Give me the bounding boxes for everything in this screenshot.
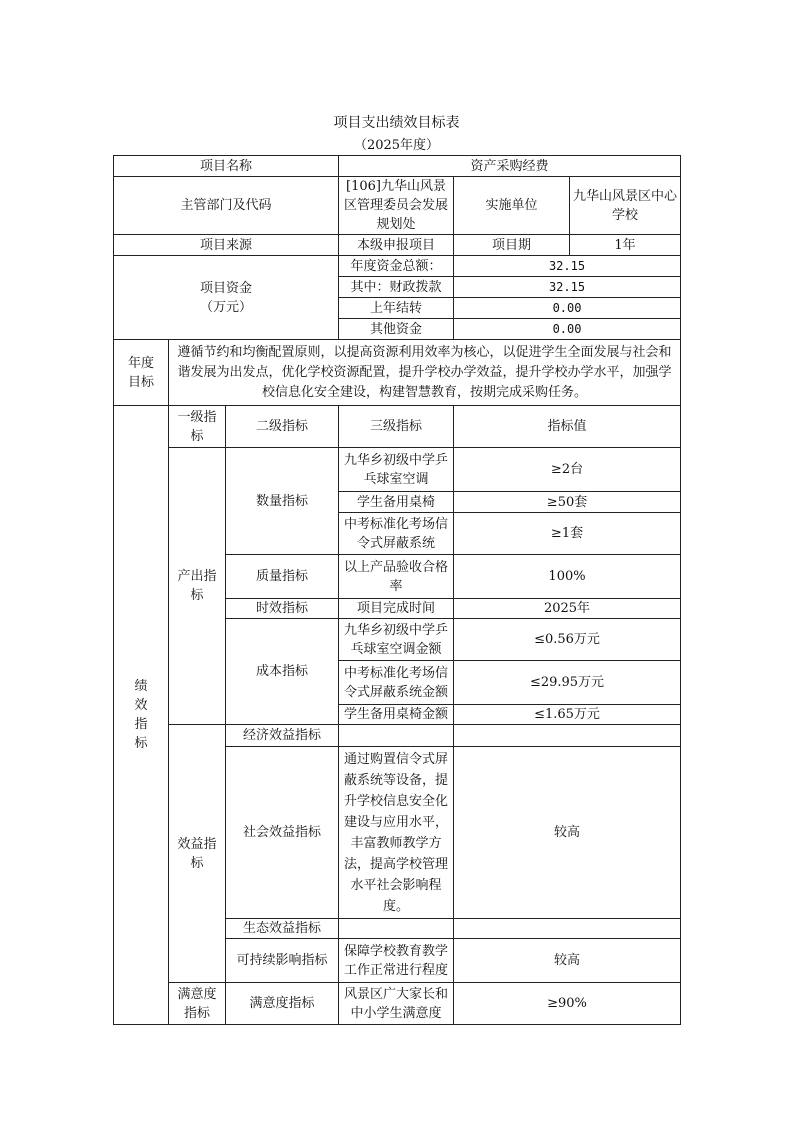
goal-label — [114, 340, 169, 406]
funds-carryover-value: 0.00 — [454, 298, 681, 319]
indicator-value: ≥1套 — [454, 513, 681, 555]
satisfaction-sub-label: 满意度指标 — [226, 983, 339, 1025]
dept-label: 主管部门及代码 — [114, 177, 339, 235]
indicator-value: 2025年 — [454, 599, 681, 619]
source-label: 项目来源 — [114, 235, 339, 256]
indicator-name: 保障学校教育教学工作正常进行程度 — [339, 939, 454, 983]
benefit-label: 效益指标 — [169, 725, 226, 983]
indicator-name — [339, 919, 454, 939]
header-value: 指标值 — [454, 406, 681, 448]
dept-value: [106]九华山风景区管理委员会发展规划处 — [339, 177, 454, 235]
section-char: 绩 — [134, 679, 148, 694]
funds-fiscal-value: 32.15 — [454, 277, 681, 298]
source-row — [114, 235, 681, 256]
indicator-value: ≤0.56万元 — [454, 619, 681, 661]
indicator-value — [454, 919, 681, 939]
indicator-name: 中考标准化考场信令式屏蔽系统 — [339, 513, 454, 555]
period-value: 1年 — [570, 235, 681, 256]
performance-table — [113, 155, 681, 1025]
quantity-label: 数量指标 — [226, 448, 339, 555]
indicator-value: 100% — [454, 555, 681, 599]
section-char: 指 — [134, 717, 148, 732]
funds-total-value: 32.15 — [454, 256, 681, 277]
dept-row — [114, 177, 681, 235]
funds-row — [114, 256, 681, 277]
project-name-row — [114, 156, 681, 177]
indicator-name: 学生备用桌椅 — [339, 492, 454, 513]
indicator-value: ≥2台 — [454, 448, 681, 492]
header-level3: 三级指标 — [339, 406, 454, 448]
indicator-name — [339, 725, 454, 747]
goal-text: 遵循节约和均衡配置原则，以提高资源利用效率为核心，以促进学生全面发展与社会和谐发展为出发点，优化学校资源配置，提升学校办学效益，提升学校办学水平，加强学校信息化安全建设，构建智慧教育，按期完成采购任务。 — [169, 340, 681, 406]
funds-carryover-label: 上年结转 — [339, 298, 454, 319]
indicator-value — [454, 725, 681, 747]
indicator-value: ≤29.95万元 — [454, 661, 681, 705]
indicator-value: 较高 — [454, 747, 681, 919]
quality-label: 质量指标 — [226, 555, 339, 599]
indicator-row — [114, 983, 681, 1025]
header-level2: 二级指标 — [226, 406, 339, 448]
section-char: 标 — [134, 736, 148, 751]
project-name-label: 项目名称 — [114, 156, 339, 177]
sustain-label: 可持续影响指标 — [226, 939, 339, 983]
document-title: 项目支出绩效目标表 — [333, 115, 460, 131]
indicator-name: 项目完成时间 — [339, 599, 454, 619]
indicator-name: 通过购置信令式屏蔽系统等设备，提升学校信息安全化建设与应用水平，丰富教师教学方法，提高学校管理水平社会影响程度。 — [339, 747, 454, 919]
indicator-section-label — [114, 406, 169, 1025]
indicator-row — [114, 448, 681, 492]
funds-label — [114, 256, 339, 340]
funds-fiscal-label: 其中：财政拨款 — [339, 277, 454, 298]
ecological-label: 生态效益指标 — [226, 919, 339, 939]
project-name-value: 资产采购经费 — [339, 156, 681, 177]
timeliness-label: 时效指标 — [226, 599, 339, 619]
indicator-value: ≥90% — [454, 983, 681, 1025]
indicator-name: 风景区广大家长和中小学生满意度 — [339, 983, 454, 1025]
indicator-value: ≥50套 — [454, 492, 681, 513]
indicator-name: 学生备用桌椅金额 — [339, 705, 454, 725]
indicator-header-row — [114, 406, 681, 448]
funds-total-label: 年度资金总额： — [339, 256, 454, 277]
indicator-name: 以上产品验收合格率 — [339, 555, 454, 599]
unit-label: 实施单位 — [454, 177, 570, 235]
indicator-value: ≤1.65万元 — [454, 705, 681, 725]
header-level1: 一级指标 — [169, 406, 226, 448]
indicator-value: 较高 — [454, 939, 681, 983]
source-value: 本级申报项目 — [339, 235, 454, 256]
unit-value: 九华山风景区中心学校 — [570, 177, 681, 235]
goal-row — [114, 340, 681, 406]
indicator-row — [114, 725, 681, 747]
funds-label-line2: （万元） — [199, 299, 252, 315]
satisfaction-label: 满意度指标 — [169, 983, 226, 1025]
funds-other-label: 其他资金 — [339, 319, 454, 340]
cost-label: 成本指标 — [226, 619, 339, 725]
section-char: 效 — [134, 698, 148, 713]
funds-other-value: 0.00 — [454, 319, 681, 340]
economic-label: 经济效益指标 — [226, 725, 339, 747]
funds-label-line1: 项目资金 — [199, 280, 252, 296]
document-subtitle: （2025年度） — [353, 138, 440, 153]
indicator-name: 中考标准化考场信令式屏蔽系统金额 — [339, 661, 454, 705]
period-label: 项目期 — [454, 235, 570, 256]
indicator-name: 九华乡初级中学乒乓球室空调 — [339, 448, 454, 492]
indicator-name: 九华乡初级中学乒乓球室空调金额 — [339, 619, 454, 661]
goal-label-line2: 目标 — [127, 374, 154, 390]
goal-label-line1: 年度 — [127, 355, 154, 371]
social-label: 社会效益指标 — [226, 747, 339, 919]
output-label: 产出指标 — [169, 448, 226, 725]
